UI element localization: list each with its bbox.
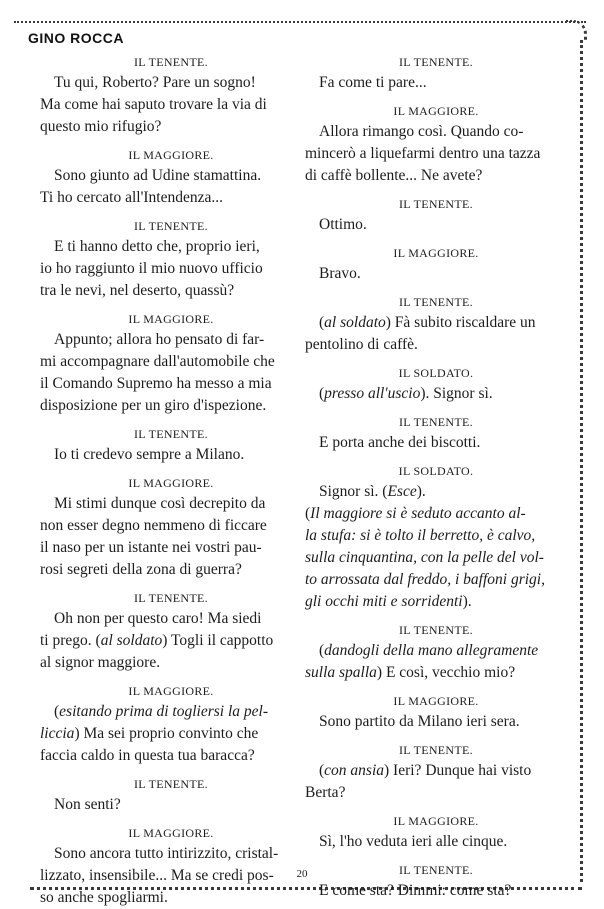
- dialogue-line: ti prego. (al soldato) Togli il cappotto: [40, 632, 274, 649]
- dialogue-line: il Comando Supremo ha messo a mia: [40, 375, 272, 392]
- dialogue-line: Bravo.: [319, 265, 361, 282]
- dialogue-line: mincerò a liquefarmi dentro una tazza: [305, 145, 541, 162]
- dialogue-line: Tu qui, Roberto? Pare un sogno!: [54, 74, 256, 91]
- dialogue-line: Oh non per questo caro! Ma siedi: [54, 610, 262, 627]
- dialogue-line: Ottimo.: [319, 216, 367, 233]
- speaker-name: IL TENENTE.: [399, 295, 473, 309]
- speaker-name: IL TENENTE.: [399, 863, 473, 877]
- dialogue-line: disposizione per un giro d'ispezione.: [40, 397, 267, 414]
- page-border-top: [14, 21, 586, 23]
- dialogue-line: pentolino di caffè.: [305, 336, 418, 353]
- dialogue-line: Sono partito da Milano ieri sera.: [319, 713, 520, 730]
- dialogue-line: gli occhi miti e sorridenti).: [305, 593, 472, 610]
- dialogue-line: il naso per un istante nei vostri pau-: [40, 539, 262, 556]
- dialogue-line: (dandogli della mano allegramente: [319, 642, 539, 659]
- dialogue-line: E ti hanno detto che, proprio ieri,: [54, 238, 260, 255]
- dialogue-line: Ti ho cercato all'Intendenza...: [40, 189, 223, 206]
- speaker-name: IL TENENTE.: [399, 743, 473, 757]
- dialogue-line: al signor maggiore.: [40, 654, 161, 671]
- dialogue-line: rosi segreti della zona di guerra?: [40, 561, 242, 578]
- dialogue-line: so anche spogliarmi.: [40, 889, 168, 906]
- speaker-name: IL MAGGIORE.: [128, 826, 214, 840]
- speaker-name: IL TENENTE.: [134, 591, 208, 605]
- dialogue-line: (al soldato) Fà subito riscaldare un: [319, 314, 536, 331]
- dialogue-line: Signor sì. (Esce).: [319, 483, 426, 500]
- dialogue-line: Ma come hai saputo trovare la via di: [40, 96, 267, 113]
- dialogue-line: (esitando prima di togliersi la pel-: [54, 703, 268, 720]
- speaker-name: IL TENENTE.: [399, 415, 473, 429]
- dialogue-line: tra le nevi, nel deserto, quassù?: [40, 282, 235, 299]
- dialogue-line: questo mio rifugio?: [40, 118, 162, 135]
- speaker-name: IL TENENTE.: [399, 55, 473, 69]
- speaker-name: IL MAGGIORE.: [128, 476, 214, 490]
- running-header: GINO ROCCA: [28, 30, 124, 46]
- dialogue-line: sulla cinquantina, con la pelle del vol-: [305, 549, 544, 566]
- dialogue-line: io ho raggiunto il mio nuovo ufficio: [40, 260, 263, 277]
- speaker-name: IL TENENTE.: [134, 777, 208, 791]
- dialogue-line: Non senti?: [54, 796, 121, 813]
- dialogue-line: faccia caldo in questa tua baracca?: [40, 747, 255, 764]
- dialogue-line: Berta?: [305, 784, 346, 801]
- dialogue-line: E come sta? Dimmi: come sta?: [319, 882, 512, 899]
- dialogue-line: to arrossata dal freddo, i baffoni grigi,: [305, 571, 545, 588]
- right-column: [305, 52, 567, 902]
- dialogue-line: liccia) Ma sei proprio convinto che: [40, 725, 259, 742]
- dialogue-line: mi accompagnare dall'automobile che: [40, 353, 275, 370]
- dialogue-line: (con ansia) Ieri? Dunque hai visto: [319, 762, 532, 779]
- speaker-name: IL TENENTE.: [134, 219, 208, 233]
- speaker-name: IL MAGGIORE.: [128, 312, 214, 326]
- dialogue-line: Mi stimi dunque così decrepito da: [54, 495, 266, 512]
- dialogue-line: la stufa: si è tolto il berretto, è calvo,: [305, 527, 536, 544]
- dialogue-line: Io ti credevo sempre a Milano.: [54, 446, 245, 463]
- dialogue-line: Sono ancora tutto intirizzito, cristal-: [54, 845, 279, 862]
- dialogue-line: di caffè bollente... Ne avete?: [305, 167, 483, 184]
- speaker-name: IL MAGGIORE.: [393, 814, 479, 828]
- speaker-name: IL MAGGIORE.: [393, 246, 479, 260]
- speaker-name: IL TENENTE.: [399, 197, 473, 211]
- dialogue-line: non esser degno nemmeno di ficcare: [40, 517, 267, 534]
- dialogue-line: Appunto; allora ho pensato di far-: [54, 331, 265, 348]
- dialogue-line: sulla spalla) E così, vecchio mio?: [305, 664, 516, 681]
- dialogue-line: E porta anche dei biscotti.: [319, 434, 481, 451]
- dialogue-line: Sono giunto ad Udine stamattina.: [54, 167, 262, 184]
- speaker-name: IL MAGGIORE.: [128, 684, 214, 698]
- left-column: [40, 52, 302, 909]
- speaker-name: IL SOLDATO.: [398, 366, 474, 380]
- dialogue-line: (Il maggiore si è seduto accanto al-: [305, 505, 526, 522]
- dialogue-line: Allora rimango così. Quando co-: [319, 123, 524, 140]
- dialogue-line: Sì, l'ho veduta ieri alle cinque.: [319, 833, 508, 850]
- dialogue-line: Fa come ti pare...: [319, 74, 427, 91]
- speaker-name: IL TENENTE.: [134, 55, 208, 69]
- page-number: 20: [296, 868, 308, 880]
- speaker-name: IL MAGGIORE.: [128, 148, 214, 162]
- speaker-name: IL MAGGIORE.: [393, 104, 479, 118]
- speaker-name: IL TENENTE.: [399, 623, 473, 637]
- page-border-right: [580, 40, 583, 882]
- speaker-name: IL TENENTE.: [134, 427, 208, 441]
- speaker-name: IL SOLDATO.: [398, 464, 474, 478]
- speaker-name: IL MAGGIORE.: [393, 694, 479, 708]
- dialogue-line: (presso all'uscio). Signor sì.: [319, 385, 493, 402]
- page-border-corner: [566, 20, 587, 40]
- dialogue-line: lizzato, insensibile... Ma se credi pos-: [40, 867, 274, 884]
